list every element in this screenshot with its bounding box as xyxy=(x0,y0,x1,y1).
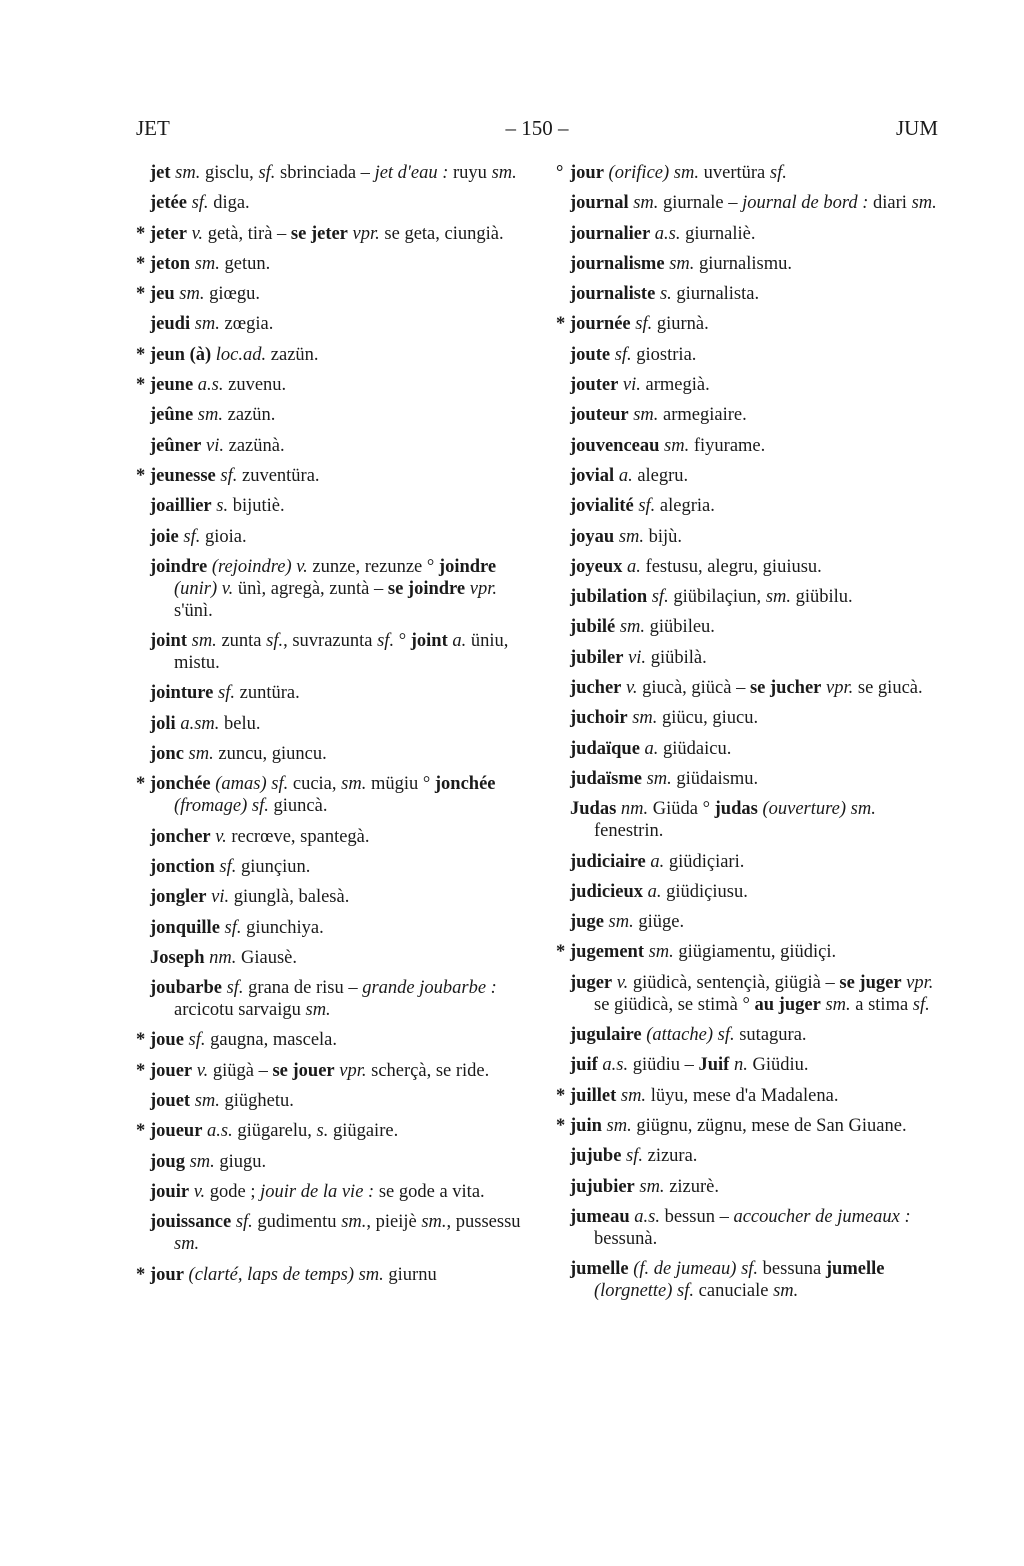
entry-text: jeunesse sf. zuventüra. xyxy=(150,465,320,486)
dictionary-entry xyxy=(136,495,536,517)
entry-text: joue sf. gaugna, mascela. xyxy=(150,1030,338,1051)
dictionary-entry xyxy=(136,886,536,908)
entry-text: jucher v. giucà, giücà – se jucher vpr. se giucà. xyxy=(570,678,923,699)
dictionary-entry xyxy=(556,313,940,335)
entry-text: jovial a. alegru. xyxy=(570,465,689,486)
dictionary-entry xyxy=(136,826,536,848)
dictionary-entry xyxy=(556,526,940,548)
entry-text: juif a.s. giüdiu – Juif n. Giüdiu. xyxy=(570,1055,809,1076)
dictionary-entry xyxy=(556,881,940,903)
dictionary-entry xyxy=(136,162,536,184)
entry-text: Judas nm. Giüda ° judas (ouverture) sm. fenestrin. xyxy=(570,799,876,842)
entry-text: joint sm. zunta sf., suvrazunta sf. ° joint a. üniu, mistu. xyxy=(150,631,509,674)
entry-text: jujube sf. zizura. xyxy=(570,1146,698,1167)
entry-marker: * xyxy=(136,223,146,244)
entry-text: jeu sm. giœgu. xyxy=(150,284,260,305)
dictionary-entry xyxy=(136,223,536,245)
dictionary-entry xyxy=(136,1060,536,1082)
entry-text: Joseph nm. Giausè. xyxy=(150,947,297,968)
entry-text: jubilé sm. giübileu. xyxy=(570,617,715,638)
entry-text: juin sm. giügnu, zügnu, mese de San Giuane. xyxy=(570,1115,907,1136)
dictionary-entry xyxy=(136,556,536,622)
dictionary-entry xyxy=(556,223,940,245)
dictionary-entry xyxy=(136,917,536,939)
entry-text: jonction sf. giunçiun. xyxy=(150,856,311,877)
entry-marker: * xyxy=(136,774,146,795)
dictionary-entry xyxy=(136,977,536,1021)
entry-text: journal sm. giurnale – journal de bord : diari sm. xyxy=(570,193,937,214)
dictionary-entry xyxy=(556,1206,940,1250)
dictionary-entry xyxy=(556,1085,940,1107)
dictionary-entry xyxy=(136,1120,536,1142)
dictionary-entry xyxy=(136,374,536,396)
entry-text: juchoir sm. giücu, giucu. xyxy=(570,708,759,729)
entry-text: jubilation sf. giübilaçiun, sm. giübilu. xyxy=(570,587,853,608)
entry-marker: * xyxy=(136,1030,146,1051)
entry-text: jubiler vi. giübilà. xyxy=(570,647,707,668)
entry-text: journée sf. giurnà. xyxy=(570,314,709,335)
entry-text: jetée sf. diga. xyxy=(150,193,250,214)
dictionary-entry xyxy=(556,798,940,842)
entry-text: jet sm. gisclu, sf. sbrinciada – jet d'eau : ruyu sm. xyxy=(150,163,517,183)
dictionary-entry xyxy=(556,162,940,184)
entry-text: jouteur sm. armegiaire. xyxy=(570,405,747,426)
dictionary-entry xyxy=(136,630,536,674)
entry-text: jeûne sm. zazün. xyxy=(150,405,276,426)
header-right-guideword: JUM xyxy=(895,116,938,140)
entry-marker: * xyxy=(556,1085,566,1106)
dictionary-entry xyxy=(136,1211,536,1255)
dictionary-entry xyxy=(556,192,940,214)
page-number: – 150 – xyxy=(505,116,569,140)
entry-text: jonquille sf. giunchiya. xyxy=(150,917,324,938)
dictionary-entry xyxy=(136,713,536,735)
dictionary-entry xyxy=(136,773,536,817)
dictionary-entry xyxy=(136,435,536,457)
dictionary-entry xyxy=(136,1151,536,1173)
dictionary-entry xyxy=(556,1115,940,1137)
dictionary-entry xyxy=(136,682,536,704)
entry-text: joie sf. gioia. xyxy=(150,526,247,547)
entry-text: jugulaire (attache) sf. sutagura. xyxy=(570,1025,807,1046)
entry-text: joubarbe sf. grana de risu – grande joubarbe : arcicotu sarvaigu sm. xyxy=(150,978,497,1021)
dictionary-entry xyxy=(136,1029,536,1051)
entry-text: joyau sm. bijù. xyxy=(570,526,683,547)
entry-text: joaillier s. bijutiè. xyxy=(150,496,285,517)
dictionary-entry xyxy=(556,344,940,366)
dictionary-entry xyxy=(136,404,536,426)
entry-text: joyeux a. festusu, alegru, giuiusu. xyxy=(570,556,822,577)
dictionary-entry xyxy=(556,556,940,578)
dictionary-entry xyxy=(136,192,536,214)
entry-text: jeune a.s. zuvenu. xyxy=(150,375,287,396)
dictionary-entry xyxy=(136,743,536,765)
dictionary-entry xyxy=(556,647,940,669)
entry-text: joueur a.s. giügarelu, s. giügaire. xyxy=(150,1121,399,1142)
entry-text: jointure sf. zuntüra. xyxy=(150,683,300,704)
entry-text: jeun (à) loc.ad. zazün. xyxy=(150,344,319,365)
dictionary-entry xyxy=(136,1090,536,1112)
dictionary-entry xyxy=(556,707,940,729)
entry-text: jouir v. gode ; jouir de la vie : se gode a vita. xyxy=(150,1181,485,1202)
entry-text: joute sf. giostria. xyxy=(570,344,697,365)
entry-text: jujubier sm. zizurè. xyxy=(570,1176,719,1197)
entry-text: jugement sm. giügiamentu, giüdiçi. xyxy=(570,942,837,963)
dictionary-entry xyxy=(556,283,940,305)
entry-text: juillet sm. lüyu, mese d'a Madalena. xyxy=(570,1085,839,1106)
entry-text: joindre (rejoindre) v. zunze, rezunze ° joindre (unir) v. ünì, agregà, zuntà – se joindre vpr. s'ünì. xyxy=(150,556,498,621)
entry-marker: * xyxy=(136,1264,146,1285)
entry-text: jonc sm. zuncu, giuncu. xyxy=(150,744,327,765)
dictionary-entry xyxy=(136,526,536,548)
dictionary-entry xyxy=(556,1258,940,1302)
dictionary-entry xyxy=(556,616,940,638)
entry-text: joncher v. recrœve, spantegà. xyxy=(150,826,370,847)
dictionary-entry xyxy=(136,283,536,305)
entry-text: jouter vi. armegià. xyxy=(570,375,710,396)
entry-text: judicieux a. giüdiçiusu. xyxy=(570,881,748,902)
entry-text: jeton sm. getun. xyxy=(150,253,271,274)
entry-text: jouet sm. giüghetu. xyxy=(150,1091,294,1112)
right-column xyxy=(556,162,940,1310)
entry-text: journalier a.s. giurnaliè. xyxy=(570,223,756,244)
dictionary-entry xyxy=(556,435,940,457)
entry-marker: * xyxy=(136,465,146,486)
dictionary-entry xyxy=(556,1054,940,1076)
entry-marker: * xyxy=(136,375,146,396)
dictionary-entry xyxy=(556,1145,940,1167)
entry-marker: * xyxy=(136,284,146,305)
dictionary-entry xyxy=(556,465,940,487)
entry-text: jeter v. getà, tirà – se jeter vpr. se geta, ciungià. xyxy=(150,223,504,244)
entry-text: jour (clarté, laps de temps) sm. giurnu xyxy=(150,1264,437,1285)
entry-marker: * xyxy=(556,1115,566,1136)
entry-text: jonchée (amas) sf. cucia, sm. mügiu ° jonchée (fromage) sf. giuncà. xyxy=(150,774,496,817)
entry-text: juger v. giüdicà, sentençià, giügià – se juger vpr. se giüdicà, se stimà ° au juger sm. a stima sf. xyxy=(570,972,934,1015)
entry-text: jumelle (f. de jumeau) sf. bessuna jumelle (lorgnette) sf. canuciale sm. xyxy=(570,1259,885,1302)
dictionary-entry xyxy=(556,911,940,933)
entry-text: jour (orifice) sm. uvertüra sf. xyxy=(570,163,787,183)
entry-text: jouer v. giügà – se jouer vpr. scherçà, se ride. xyxy=(150,1060,490,1081)
entry-text: judaïsme sm. giüdaismu. xyxy=(570,768,759,789)
entry-text: journaliste s. giurnalista. xyxy=(570,284,760,305)
dictionary-entry xyxy=(556,404,940,426)
entry-text: judiciaire a. giüdiçiari. xyxy=(570,851,745,872)
dictionary-entry xyxy=(136,856,536,878)
header-left-guideword: JET xyxy=(136,116,170,140)
dictionary-entry xyxy=(136,1181,536,1203)
entry-text: jumeau a.s. bessun – accoucher de jumeaux : bessunà. xyxy=(570,1206,911,1249)
dictionary-entry xyxy=(556,972,940,1016)
entry-text: jeûner vi. zazünà. xyxy=(150,435,285,456)
dictionary-entry xyxy=(556,941,940,963)
entry-marker: * xyxy=(556,942,566,963)
dictionary-entry xyxy=(556,1024,940,1046)
entry-marker: * xyxy=(136,1060,146,1081)
entry-text: jouvenceau sm. fiyurame. xyxy=(570,435,766,456)
entry-text: jouissance sf. gudimentu sm., pieijè sm., pussessu sm. xyxy=(150,1212,521,1255)
entry-marker: ° xyxy=(556,163,564,183)
entry-text: judaïque a. giüdaicu. xyxy=(570,738,732,759)
entry-text: journalisme sm. giurnalismu. xyxy=(570,253,793,274)
dictionary-entry xyxy=(556,677,940,699)
page-header xyxy=(136,116,938,148)
dictionary-entry xyxy=(136,253,536,275)
dictionary-entry xyxy=(136,313,536,335)
entry-marker: * xyxy=(136,344,146,365)
entry-text: juge sm. giüge. xyxy=(570,912,685,933)
entry-text: jeudi sm. zœgia. xyxy=(150,314,274,335)
dictionary-entry xyxy=(136,947,536,969)
dictionary-entry xyxy=(136,465,536,487)
dictionary-entry xyxy=(556,768,940,790)
dictionary-entry xyxy=(136,344,536,366)
dictionary-entry xyxy=(556,1176,940,1198)
entry-text: joli a.sm. belu. xyxy=(150,713,261,734)
dictionary-entry xyxy=(556,586,940,608)
entry-text: jovialité sf. alegria. xyxy=(570,496,715,517)
dictionary-entry xyxy=(556,738,940,760)
dictionary-entry xyxy=(136,1264,536,1286)
left-column xyxy=(136,162,536,1294)
entry-marker: * xyxy=(556,314,566,335)
entry-marker: * xyxy=(136,253,146,274)
entry-marker: * xyxy=(136,1121,146,1142)
entry-text: joug sm. giugu. xyxy=(150,1151,267,1172)
dictionary-entry xyxy=(556,253,940,275)
entry-text: jongler vi. giunglà, balesà. xyxy=(150,887,350,908)
dictionary-entry xyxy=(556,495,940,517)
dictionary-entry xyxy=(556,851,940,873)
dictionary-entry xyxy=(556,374,940,396)
